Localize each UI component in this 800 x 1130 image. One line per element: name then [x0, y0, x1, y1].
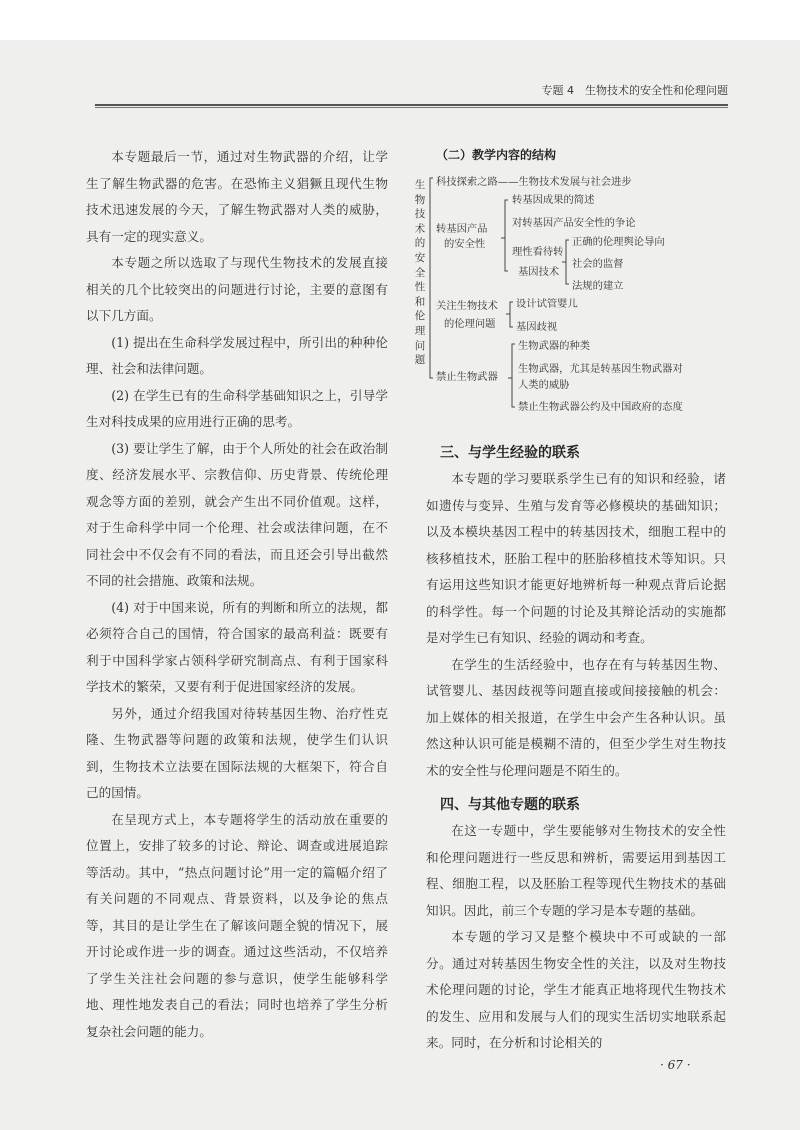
node-gm-c-2: 基因技术 [518, 266, 560, 278]
section-3 [426, 440, 726, 784]
paragraph: 在学生的生活经验中，也存在有与转基因生物、试管婴儿、基因歧视等问题直接或间接接触的机会：加上媒体的相关报道，在学生中会产生各种认识。虽然这种认识可能是模糊不清的，但至少学生对生物技术的安全性与伦理问题是不陌生的。 [426, 656, 726, 778]
node-eth-a: 设计试管婴儿 [516, 298, 578, 310]
node-gm: 转基因产品 [436, 223, 488, 235]
node-eth-1: 关注生物技术 [436, 300, 498, 312]
node-bw-c: 禁止生物武器公约及中国政府的态度 [518, 401, 683, 413]
paragraph: (4) 对于中国来说，所有的判断和所立的法规，都必须符合自己的国情，符合国家的最高利益：既要有利于中国科学家占领科学研究制高点、有利于国家科学技术的繁荣，又要有利于促进国家经济的发展。 [86, 599, 388, 694]
node-gm-c-c: 法规的建立 [572, 280, 624, 292]
section-heading: 三、与学生经验的联系 [440, 445, 580, 461]
node-bw-a: 生物武器的种类 [518, 340, 591, 352]
node-explore: 科技探索之路——生物技术发展与社会进步 [436, 176, 632, 188]
bracket-gm [501, 200, 508, 271]
diagram-root-text: 生 物 技 术 的 安 全 性 和 伦 理 问 题 [414, 179, 426, 367]
bracket-root [430, 178, 433, 378]
node-bw-b-2: 人类的威胁 [518, 379, 570, 391]
paragraph: 本专题之所以选取了与现代生物技术的发展直接相关的几个比较突出的问题进行讨论，主要的意图有以下几方面。 [86, 255, 388, 323]
node-gm-c-1: 理性看待转 [512, 246, 564, 258]
node-bw-b-1: 生物武器，尤其是转基因生物武器对 [518, 363, 683, 375]
node-gm-a: 转基因成果的简述 [512, 194, 595, 206]
node-eth-2: 的伦理问题 [444, 318, 496, 330]
node-gm-c-a: 正确的伦理舆论导向 [572, 236, 665, 248]
node-gm-b: 对转基因产品安全性的争论 [512, 217, 636, 229]
bracket-bw [508, 344, 515, 407]
page-number: · 67 · [660, 1058, 691, 1072]
paragraph: (1) 提出在生命科学发展过程中，所引出的种种伦理、社会和法律问题。 [86, 334, 388, 376]
section-heading: 四、与其他专题的联系 [440, 797, 580, 813]
section-4 [426, 792, 726, 1057]
bracket-eth [506, 302, 513, 327]
paragraph: (3) 要让学生了解，由于个人所处的社会在政治制度、经济发展水平、宗教信仰、历史背景、传统伦理观念等方面的差别，就会产生出不同价值观。这样，对于生命科学中同一个伦理、社会或法律问题，在不同社会中不仅会有不同的看法，而且还会引导出截然不同的社会措施、政策和法规。 [86, 440, 388, 588]
running-header: 专题 4 生物技术的安全性和伦理问题 [541, 84, 728, 97]
node-eth-b: 基因歧视 [516, 321, 558, 333]
diagram-title: （二）教学内容的结构 [436, 148, 557, 162]
node-gm-2: 的安全性 [444, 238, 486, 250]
paragraph: 另外，通过介绍我国对待转基因生物、治疗性克隆、生物武器等问题的政策和法规，使学生们认识到，生物技术立法要在国际法规的大框架下，符合自己的国情。 [86, 705, 388, 800]
paragraph: 在这一专题中，学生要能够对生物技术的安全性和伦理问题进行一些反思和辨析，需要运用到基因工程、细胞工程，以及胚胎工程等现代生物技术的基础知识。因此，前三个专题的学习是本专题的基础。 [426, 823, 726, 918]
node-bw: 禁止生物武器 [436, 371, 498, 383]
paragraph: 在呈现方式上，本专题将学生的活动放在重要的位置上，安排了较多的讨论、辩论、调查或进展追踪等活动。其中，“热点问题讨论”用一定的篇幅介绍了有关问题的不同观点、背景资料，以及争论的焦点等，其目的是让学生在了解该问题全貌的情况下，展开讨论或作进一步的调查。通过这些活动，不仅培养了学生关注社会问题的参与意识，使学生能够科学地、理性地发表自己的看法；同时也培养了学生分析复杂社会问题的能力。 [86, 811, 388, 1039]
paragraph: 本专题的学习要联系学生已有的知识和经验，诸如遗传与变异、生殖与发育等必修模块的基础知识；以及本模块基因工程中的转基因技术，细胞工程中的核移植技术，胚胎工程中的胚胎移植技术等知识。只有运用这些知识才能更好地辨析每一种观点背后论据的科学性。每一个问题的讨论及其辩论活动的实施都是对学生已有知识、经验的调动和考查。 [426, 471, 726, 645]
paragraph: 本专题最后一节，通过对生物武器的介绍，让学生了解生物武器的危害。在恐怖主义猖獗且现代生物技术迅速发展的今天，了解生物武器对人类的威胁，具有一定的现实意义。 [86, 149, 388, 244]
paragraph: (2) 在学生已有的生命科学基础知识之上，引导学生对科技成果的应用进行正确的思考。 [86, 387, 388, 429]
paragraph: 本专题的学习又是整个模块中不可或缺的一部分。通过对转基因生物安全性的关注，以及对生物技术伦理问题的讨论，学生才能真正地将现代生物技术的发生、应用和发展与人们的现实生活切实地联系起来。同时，在分析和讨论相关的 [426, 929, 726, 1050]
node-gm-c-b: 社会的监督 [572, 258, 624, 270]
